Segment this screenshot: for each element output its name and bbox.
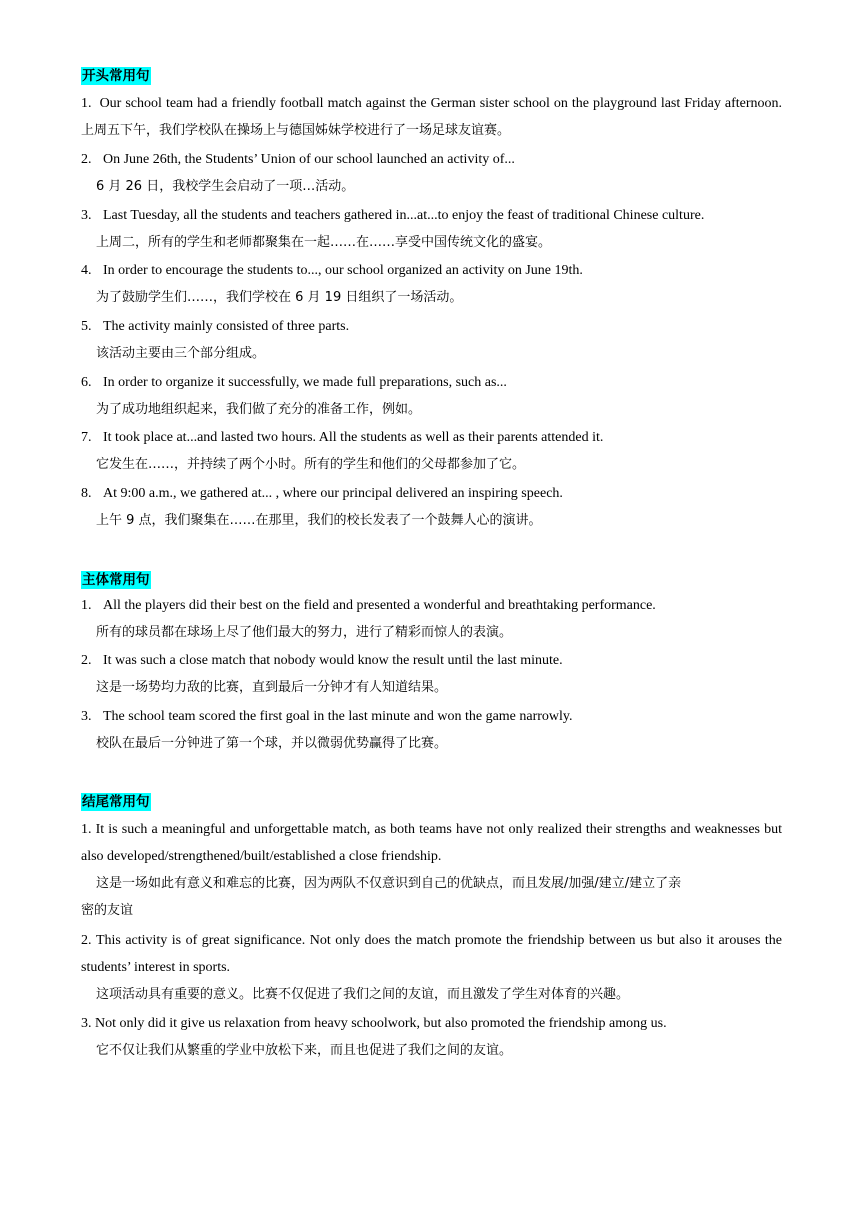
item-english: At 9:00 a.m., we gathered at... , where our principal delivered an inspiring speech.	[103, 486, 563, 501]
item-english: The school team scored the first goal in the last minute and won the game narrowly.	[103, 709, 573, 724]
item-chinese: 校队在最后一分钟进了第一个球，并以微弱优势赢得了比赛。	[96, 736, 448, 751]
item-number: 1.	[81, 96, 92, 111]
opening-item-7	[81, 424, 782, 478]
item-number: 5.	[81, 319, 92, 334]
item-number: 6.	[81, 375, 92, 390]
item-english: This activity is of great significance. Not only does the match promote the friendship between us but also it arouses the students’ interest in sports.	[81, 933, 783, 975]
item-chinese: 上周五下午，我们学校队在操场上与德国姊妹学校进行了一场足球友谊赛。	[81, 123, 511, 138]
item-english: It was such a close match that nobody would know the result until the last minute.	[103, 653, 563, 668]
item-english: It took place at...and lasted two hours. All the students as well as their parents attended it.	[103, 430, 604, 445]
item-chinese: 这是一场势均力敌的比赛，直到最后一分钟才有人知道结果。	[96, 680, 448, 695]
item-english: The activity mainly consisted of three parts.	[103, 319, 350, 334]
item-chinese: 这项活动具有重要的意义。比赛不仅促进了我们之间的友谊，而且激发了学生对体育的兴趣。	[96, 987, 630, 1002]
item-chinese: 为了成功地组织起来，我们做了充分的准备工作，例如。	[96, 402, 422, 417]
item-number: 3.	[81, 709, 92, 724]
body-heading: 主体常用句	[82, 572, 150, 588]
item-chinese-continued: 密的友谊	[81, 903, 134, 918]
item-english: Our school team had a friendly football match against the German sister school on the playground last Friday afternoon.	[99, 96, 783, 111]
item-chinese: 上午 9 点，我们聚集在……在那里，我们的校长发表了一个鼓舞人心的演讲。	[96, 513, 542, 528]
item-english: On June 26th, the Students’ Union of our school launched an activity of...	[103, 152, 515, 167]
opening-item-3	[81, 202, 782, 256]
item-number: 3.	[81, 1016, 92, 1031]
item-number: 4.	[81, 263, 92, 278]
item-chinese: 它发生在……，并持续了两个小时。所有的学生和他们的父母都参加了它。	[96, 457, 526, 472]
opening-item-8	[81, 480, 782, 534]
item-chinese: 所有的球员都在球场上尽了他们最大的努力，进行了精彩而惊人的表演。	[96, 625, 513, 640]
body-item-2	[81, 647, 782, 701]
item-chinese: 该活动主要由三个部分组成。	[96, 346, 266, 361]
opening-item-4	[81, 257, 782, 311]
item-number: 8.	[81, 486, 92, 501]
item-number: 2.	[81, 152, 92, 167]
ending-item-3	[81, 1010, 782, 1064]
opening-item-5	[81, 313, 782, 367]
opening-heading: 开头常用句	[82, 68, 150, 84]
opening-item-1-en	[81, 90, 782, 144]
item-english: Not only did it give us relaxation from heavy schoolwork, but also promoted the friendship among us.	[95, 1016, 667, 1031]
item-english: In order to encourage the students to..., our school organized an activity on June 19th.	[103, 263, 583, 278]
body-item-3	[81, 703, 782, 757]
item-number: 1.	[81, 598, 92, 613]
item-english: All the players did their best on the field and presented a wonderful and breathtaking performance.	[103, 598, 656, 613]
item-chinese: 为了鼓励学生们……，我们学校在 6 月 19 日组织了一场活动。	[96, 290, 463, 305]
item-number: 3.	[81, 208, 92, 223]
item-english: It is such a meaningful and unforgettable match, as both teams have not only realized their strengths and weaknesses but also developed/strengthened/built/established a close friendship.	[81, 822, 782, 864]
opening-item-1	[81, 90, 782, 144]
item-number: 2.	[81, 653, 92, 668]
ending-item-2	[81, 927, 782, 1008]
item-chinese: 6 月 26 日，我校学生会启动了一项…活动。	[96, 179, 355, 194]
opening-item-2	[81, 146, 782, 200]
body-item-1	[81, 592, 782, 646]
item-english: Last Tuesday, all the students and teachers gathered in...at...to enjoy the feast of traditional Chinese culture.	[103, 208, 705, 223]
item-chinese: 这是一场如此有意义和难忘的比赛，因为两队不仅意识到自己的优缺点，而且发展/加强/建立/建立了亲	[96, 876, 682, 891]
item-chinese: 上周二，所有的学生和老师都聚集在一起……在……享受中国传统文化的盛宴。	[96, 235, 552, 250]
item-number: 7.	[81, 430, 92, 445]
ending-heading: 结尾常用句	[82, 794, 150, 810]
ending-item-1	[81, 816, 782, 924]
item-number: 2.	[81, 933, 92, 948]
item-number: 1.	[81, 822, 92, 837]
opening-item-6	[81, 369, 782, 423]
item-chinese: 它不仅让我们从繁重的学业中放松下来，而且也促进了我们之间的友谊。	[96, 1043, 513, 1058]
item-english: In order to organize it successfully, we made full preparations, such as...	[103, 375, 507, 390]
